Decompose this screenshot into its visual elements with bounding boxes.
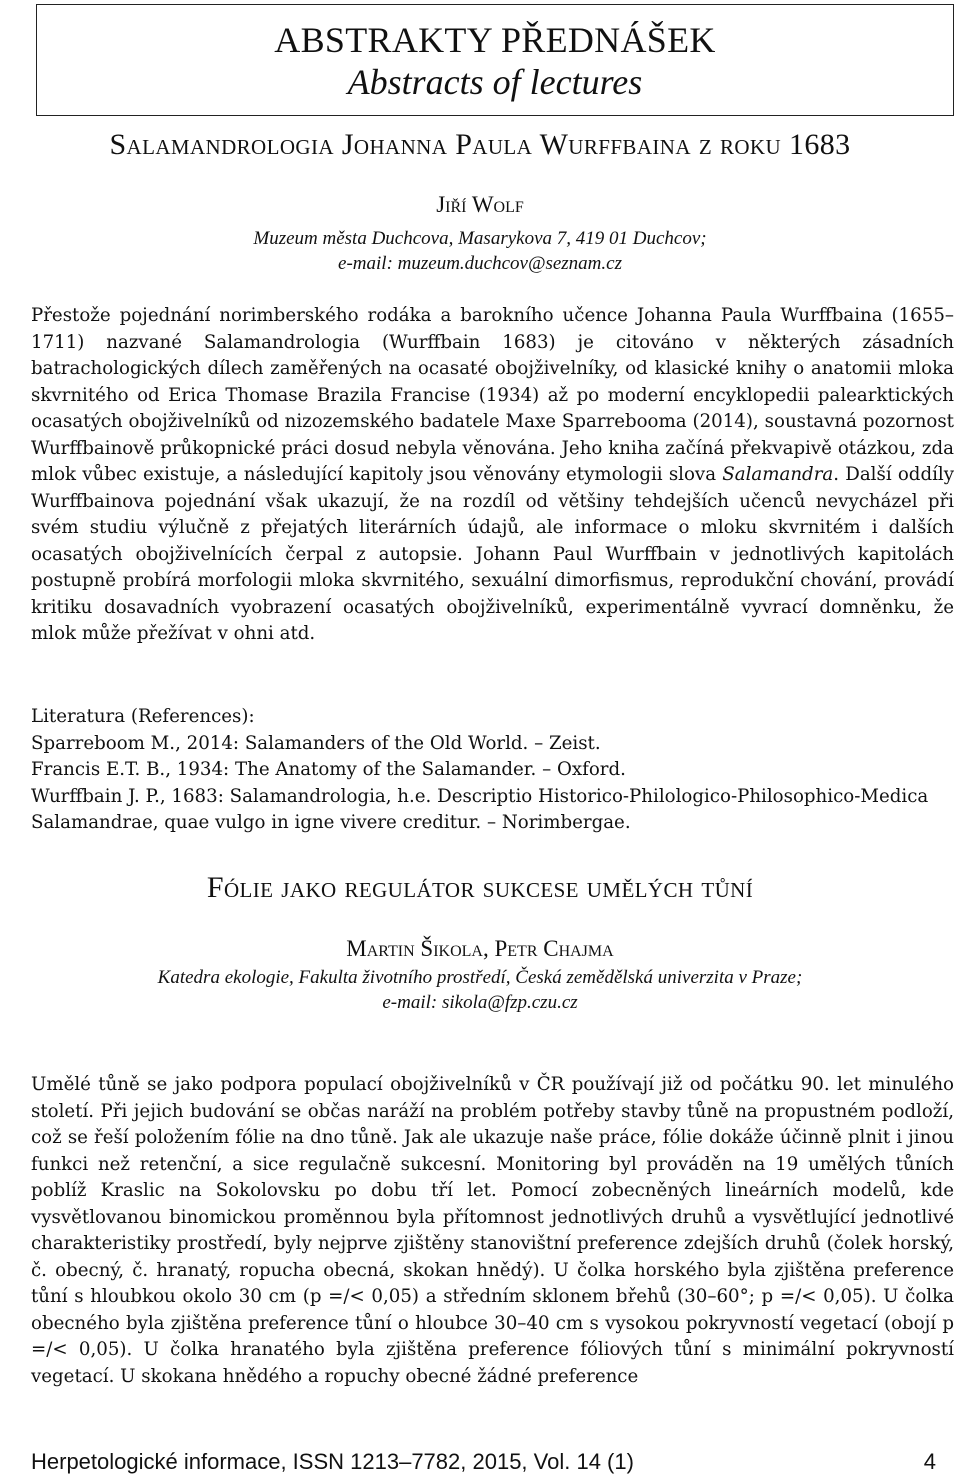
article1-abstract: [31, 303, 954, 648]
reference-item: Wurffbain J. P., 1683: Salamandrologia, h.e. Descriptio Historico-Philologico-Philosophico-Medica Salamandrae, quae vulgo in igne vivere creditur. – Norimbergae.: [31, 785, 929, 833]
reference-item: Sparreboom M., 2014: Salamanders of the Old World. – Zeist.: [31, 732, 601, 754]
footer-journal: Herpetologické informace, ISSN 1213–7782, 2015, Vol. 14 (1): [31, 1449, 634, 1474]
article2-authors: Martin Šikola, Petr Chajma: [346, 936, 614, 961]
article2-affiliation: Katedra ekologie, Fakulta životního prostředí, Česká zemědělská univerzita v Praze;: [157, 967, 803, 988]
section-header-subtitle: Abstracts of lectures: [347, 62, 643, 102]
section-header-title: ABSTRAKTY PŘEDNÁŠEK: [274, 20, 716, 60]
page-number: 4: [923, 1449, 936, 1474]
reference-item: Francis E.T. B., 1934: The Anatomy of the Salamander. – Oxford.: [31, 759, 626, 780]
article1-email: e-mail: muzeum.duchcov@seznam.cz: [338, 253, 622, 274]
article1-references: [31, 704, 954, 837]
article1-abstract-part2: . Další oddíly Wurffbainova pojednání však ukazují, že na rozdíl od většiny tehdejších učenců nevycházel při svém studiu výlučně z přejatých literárních údajů, ale informace o mloku skvrnitém i dalších ocasatých obojživelnících čerpal z autopsie. Johann Paul Wurffbain v jednotlivých kapitolách postupně probírá morfologii mloka skvrnitého, sexuální dimorfismus, reprodukční chování, provádí kritiku dosavadních vyobrazení ocasatých obojživelníků, experimentálně vyvrací domněnku, že mlok může přežívat v ohni atd.: [31, 464, 954, 644]
article1-title: Salamandrologia Johanna Paula Wurffbaina z roku 1683: [109, 128, 851, 161]
article2-email: e-mail: sikola@fzp.czu.cz: [382, 992, 578, 1013]
references-heading: Literatura (References):: [31, 706, 255, 727]
section-header-box: [36, 4, 954, 116]
article2-abstract: Umělé tůně se jako podpora populací obojživelníků v ČR používají již od počátku 90. let minulého století. Při jejich budování se občas naráží na problém potřeby stavby tůně na propustném podloží, což se řeší položením fólie na dno tůně. Jak ale ukazuje naše práce, fólie dokáže účinně plnit i jinou funkci než retenční, a sice regulačně sukcesní. Monitoring byl prováděn na 19 umělých tůních poblíž Kraslic na Sokolovsku po dobu tří let. Pomocí zobecněných lineárních modelů, kde vysvětlovanou binomickou proměnnou byla přítomnost jednotlivých druhů a vysvětlující jednotlivé charakteristiky prostředí, byly nejprve zjištěny stanovištní preference zdejších druhů (čolek horský, č. obecný, č. hranatý, ropucha obecná, skokan hnědý). U čolka horského byla zjištěna preference tůní s hloubkou okolo 30 cm (p =/< 0,05) a středním sklonem břehů (30–60°; p =/< 0,05). U čolka obecného byla zjištěna preference tůní o hloubce 30–40 cm s vysokou pokryvností vegetací (obojí p =/< 0,05). U čolka hranatého byla zjištěna preference fóliových tůní s minimální pokryvností vegetací. U skokana hnědého a ropuchy obecné žádné preference: [31, 1074, 954, 1387]
article2-title: Fólie jako regulátor sukcese umělých tůní: [206, 871, 754, 904]
article1-abstract-part1: Přestože pojednání norimberského rodáka a barokního učence Johanna Paula Wurffbaina (1655–1711) nazvané Salamandrologia (Wurffbain 1683) je citováno v některých zásadních batrachologických dílech zaměřených na ocasaté obojživelníky, od klasické knihy o anatomii mloka skvrnitého od Erica Thomase Brazila Francise (1934) až po moderní encyklopedii palearktických ocasatých obojživelníků od nizozemského badatele Maxe Sparrebooma (2014), soustavná pozornost Wurffbainově průkopnické práci dosud nebyla věnována. Jeho kniha začíná překvapivě otázkou, zda mlok vůbec existuje, a následující kapitoly jsou věnovány etymologii slova: [31, 305, 954, 485]
article1-author: Jiří Wolf: [436, 192, 524, 217]
page-footer: [31, 1449, 936, 1475]
article1-affiliation: Muzeum města Duchcova, Masarykova 7, 419 01 Duchcov;: [253, 228, 707, 249]
article1-abstract-italic: Salamandra: [722, 464, 834, 485]
